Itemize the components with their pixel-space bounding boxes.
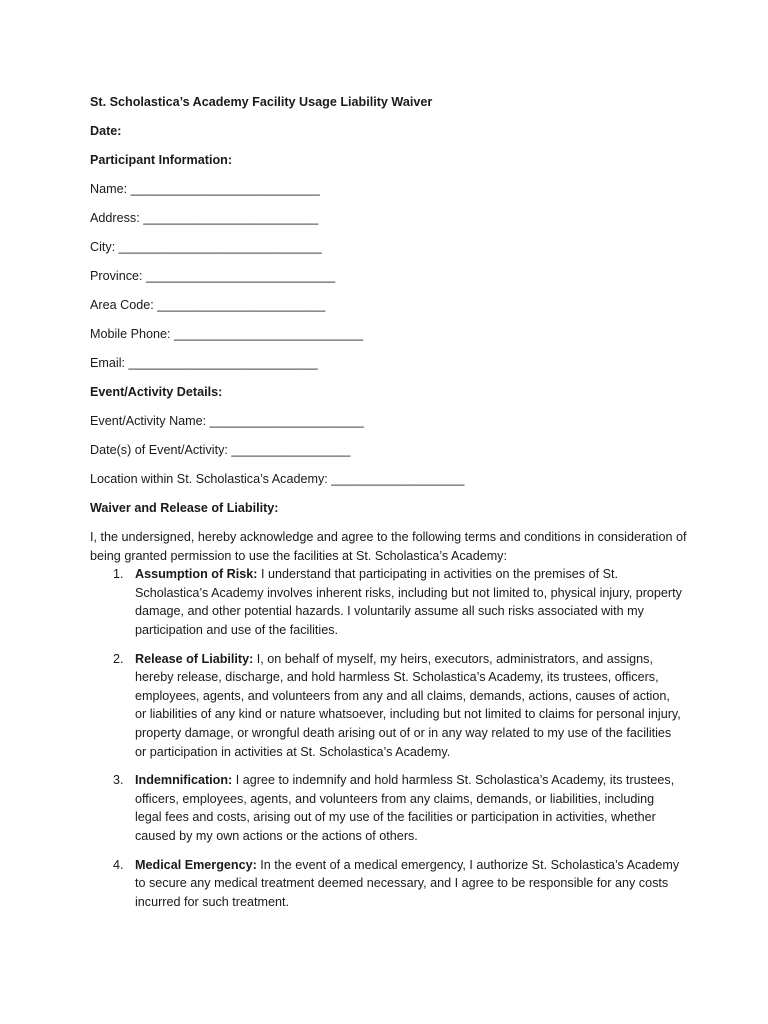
city-field[interactable]: City: _____________________________ <box>90 240 322 254</box>
term-release-of-liability <box>90 650 682 762</box>
term-medical-emergency <box>90 856 682 912</box>
event-location-field[interactable]: Location within St. Scholastica’s Academy: ___________________ <box>90 472 465 486</box>
province-field[interactable]: Province: ___________________________ <box>90 269 336 283</box>
event-heading: Event/Activity Details: <box>90 385 223 399</box>
address-field[interactable]: Address: _________________________ <box>90 211 319 225</box>
term-indemnification <box>90 771 682 845</box>
term-title: Assumption of Risk: <box>135 567 258 582</box>
waiver-heading: Waiver and Release of Liability: <box>90 501 279 515</box>
mobile-phone-field[interactable]: Mobile Phone: ___________________________ <box>90 327 364 341</box>
term-title: Medical Emergency: <box>135 857 257 872</box>
term-number: 4. <box>113 857 124 872</box>
term-number: 2. <box>113 651 124 666</box>
date-label: Date: <box>90 124 122 138</box>
document-title: St. Scholastica’s Academy Facility Usage Liability Waiver <box>90 95 433 109</box>
name-field[interactable]: Name: ___________________________ <box>90 182 320 196</box>
waiver-intro: I, the undersigned, hereby acknowledge and agree to the following terms and conditions in consideration of being granted permission to use the facilities at St. Scholastica’s Academy: <box>90 530 687 563</box>
waiver-document <box>90 92 690 911</box>
email-field[interactable]: Email: ___________________________ <box>90 356 318 370</box>
term-text: In the event of a medical emergency, I authorize St. Scholastica’s Academy to secure any medical treatment deemed necessary, and I agree to be responsible for any costs incurred for such treatment. <box>135 857 680 909</box>
term-assumption-of-risk <box>90 565 682 639</box>
term-title: Release of Liability: <box>135 651 254 666</box>
terms-list <box>90 565 690 911</box>
participant-heading: Participant Information: <box>90 153 233 167</box>
term-number: 3. <box>113 773 124 788</box>
term-text: I agree to indemnify and hold harmless St. Scholastica’s Academy, its trustees, officers, employees, agents, and volunteers from any claims, demands, or liabilities, including legal fees and costs, arising out of my use of the facilities or participation in activities, whether caused by my own actions or the actions of others. <box>135 773 675 843</box>
area-code-field[interactable]: Area Code: ________________________ <box>90 298 326 312</box>
term-text: I understand that participating in activities on the premises of St. Scholastica’s Academy involves inherent risks, including but not limited to, physical injury, property damage, and other potential hazards. I voluntarily assume all such risks associated with my participation and use of the facilities. <box>135 567 682 637</box>
term-title: Indemnification: <box>135 773 233 788</box>
event-dates-field[interactable]: Date(s) of Event/Activity: _________________ <box>90 443 351 457</box>
event-name-field[interactable]: Event/Activity Name: ______________________ <box>90 414 364 428</box>
term-number: 1. <box>113 567 124 582</box>
term-text: I, on behalf of myself, my heirs, executors, administrators, and assigns, hereby release, discharge, and hold harmless St. Scholastica’s Academy, its trustees, officers, employees, agents, and volunteers from any and all claims, demands, actions, causes of action, or liabilities of any kind or nature whatsoever, including but not limited to claims for personal injury, property damage, or wrongful death arising out of or in any way related to my use of the facilities or participation in activities at St. Scholastica’s Academy. <box>135 651 681 759</box>
